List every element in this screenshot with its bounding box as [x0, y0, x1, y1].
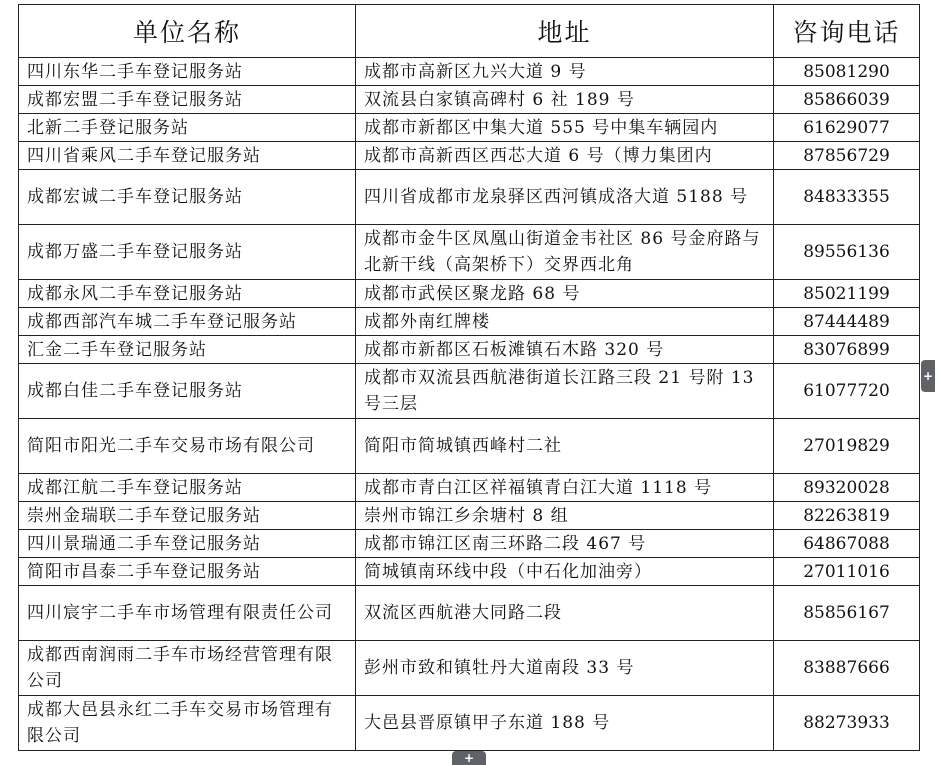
cell-unit-name: 成都宏诚二手车登记服务站 — [19, 170, 356, 225]
table-row — [19, 696, 920, 751]
table-row — [19, 641, 920, 696]
cell-address: 成都市高新西区西芯大道 6 号（博力集团内 — [356, 142, 774, 170]
cell-unit-name: 成都西南润雨二手车市场经营管理有限公司 — [19, 641, 356, 696]
cell-address: 崇州市锦江乡余塘村 8 组 — [356, 502, 774, 530]
cell-phone: 61077720 — [774, 364, 920, 419]
table-row — [19, 530, 920, 558]
cell-phone: 85081290 — [774, 58, 920, 86]
cell-unit-name: 汇金二手车登记服务站 — [19, 336, 356, 364]
cell-phone: 64867088 — [774, 530, 920, 558]
plus-icon: + — [922, 369, 934, 383]
table-row — [19, 502, 920, 530]
table-row — [19, 308, 920, 336]
table-row — [19, 558, 920, 586]
cell-phone: 87856729 — [774, 142, 920, 170]
cell-phone: 89556136 — [774, 225, 920, 280]
cell-address: 双流区西航港大同路二段 — [356, 586, 774, 641]
cell-unit-name: 成都江航二手车登记服务站 — [19, 474, 356, 502]
cell-unit-name: 成都宏盟二手车登记服务站 — [19, 86, 356, 114]
cell-address: 成都市高新区九兴大道 9 号 — [356, 58, 774, 86]
cell-unit-name: 北新二手登记服务站 — [19, 114, 356, 142]
cell-phone: 83887666 — [774, 641, 920, 696]
cell-unit-name: 成都白佳二手车登记服务站 — [19, 364, 356, 419]
cell-unit-name: 四川东华二手车登记服务站 — [19, 58, 356, 86]
table-row — [19, 142, 920, 170]
table-header-row — [19, 5, 920, 58]
add-column-handle[interactable] — [921, 360, 935, 392]
table-row — [19, 114, 920, 142]
cell-phone: 87444489 — [774, 308, 920, 336]
cell-unit-name: 四川宸宇二手车市场管理有限责任公司 — [19, 586, 356, 641]
cell-phone: 89320028 — [774, 474, 920, 502]
cell-address: 成都市青白江区祥福镇青白江大道 1118 号 — [356, 474, 774, 502]
cell-unit-name: 崇州金瑞联二手车登记服务站 — [19, 502, 356, 530]
cell-address: 简城镇南环线中段（中石化加油旁） — [356, 558, 774, 586]
table-container — [18, 4, 920, 751]
cell-phone: 82263819 — [774, 502, 920, 530]
cell-address: 大邑县晋原镇甲子东道 188 号 — [356, 696, 774, 751]
plus-icon: + — [463, 751, 475, 765]
cell-address: 四川省成都市龙泉驿区西河镇成洛大道 5188 号 — [356, 170, 774, 225]
cell-address: 成都市新都区中集大道 555 号中集车辆园内 — [356, 114, 774, 142]
cell-address: 成都外南红牌楼 — [356, 308, 774, 336]
table-row — [19, 586, 920, 641]
table-row — [19, 170, 920, 225]
cell-unit-name: 成都大邑县永红二手车交易市场管理有限公司 — [19, 696, 356, 751]
cell-phone: 85866039 — [774, 86, 920, 114]
cell-phone: 61629077 — [774, 114, 920, 142]
cell-phone: 27019829 — [774, 419, 920, 474]
cell-unit-name: 成都西部汽车城二手车登记服务站 — [19, 308, 356, 336]
cell-address: 成都市锦江区南三环路二段 467 号 — [356, 530, 774, 558]
cell-phone: 27011016 — [774, 558, 920, 586]
table-row — [19, 225, 920, 280]
cell-address: 成都市新都区石板滩镇石木路 320 号 — [356, 336, 774, 364]
table-row — [19, 419, 920, 474]
cell-unit-name: 四川省乘风二手车登记服务站 — [19, 142, 356, 170]
cell-address: 成都市武侯区聚龙路 68 号 — [356, 280, 774, 308]
cell-unit-name: 成都永风二手车登记服务站 — [19, 280, 356, 308]
cell-unit-name: 简阳市阳光二手车交易市场有限公司 — [19, 419, 356, 474]
cell-address: 成都市金牛区凤凰山街道金韦社区 86 号金府路与北新干线（高架桥下）交界西北角 — [356, 225, 774, 280]
add-row-handle[interactable] — [452, 751, 486, 765]
cell-unit-name: 成都万盛二手车登记服务站 — [19, 225, 356, 280]
cell-phone: 84833355 — [774, 170, 920, 225]
table-row — [19, 86, 920, 114]
table-row — [19, 58, 920, 86]
service-station-table — [18, 4, 920, 751]
header-unit-name: 单位名称 — [19, 5, 356, 58]
cell-unit-name: 简阳市昌泰二手车登记服务站 — [19, 558, 356, 586]
cell-phone: 85856167 — [774, 586, 920, 641]
table-row — [19, 280, 920, 308]
cell-unit-name: 四川景瑞通二手车登记服务站 — [19, 530, 356, 558]
table-row — [19, 474, 920, 502]
header-address: 地址 — [356, 5, 774, 58]
cell-phone: 88273933 — [774, 696, 920, 751]
cell-address: 彭州市致和镇牡丹大道南段 33 号 — [356, 641, 774, 696]
cell-phone: 85021199 — [774, 280, 920, 308]
header-phone: 咨询电话 — [774, 5, 920, 58]
cell-address: 简阳市简城镇西峰村二社 — [356, 419, 774, 474]
table-row — [19, 364, 920, 419]
cell-address: 双流县白家镇高碑村 6 社 189 号 — [356, 86, 774, 114]
cell-phone: 83076899 — [774, 336, 920, 364]
table-row — [19, 336, 920, 364]
cell-address: 成都市双流县西航港街道长江路三段 21 号附 13 号三层 — [356, 364, 774, 419]
